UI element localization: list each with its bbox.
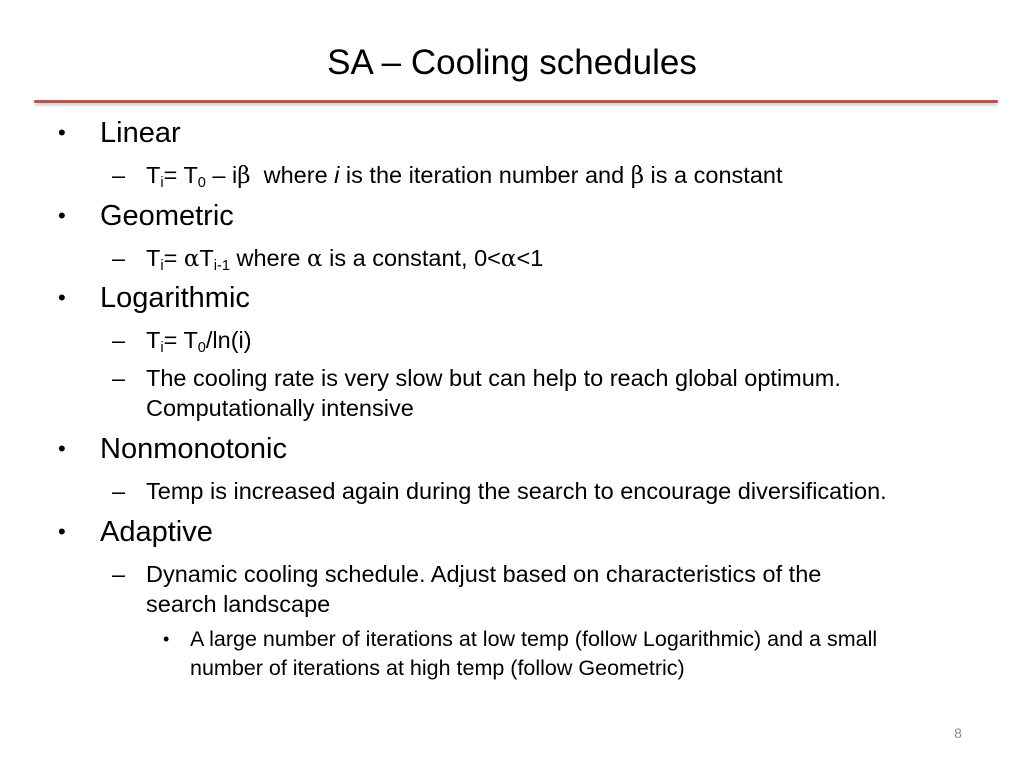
page-number: 8 bbox=[954, 725, 962, 741]
geometric-formula bbox=[146, 243, 543, 274]
formula-symbol: T bbox=[146, 162, 161, 188]
formula-symbol: T bbox=[146, 327, 161, 353]
logarithmic-note-line1: The cooling rate is very slow but can help to reach global optimum. bbox=[146, 365, 841, 391]
formula-text: /ln(i) bbox=[205, 327, 252, 353]
formula-subscript: 0 bbox=[197, 175, 206, 192]
logarithmic-note-line2: Computationally intensive bbox=[146, 395, 414, 421]
nonmonotonic-note: Temp is increased again during the search to encourage diversification. bbox=[146, 478, 887, 504]
adaptive-note-line2: search landscape bbox=[146, 591, 331, 617]
adaptive-note-line1: Dynamic cooling schedule. Adjust based on characteristics of the bbox=[146, 561, 822, 587]
formula-text: <1 bbox=[516, 245, 544, 271]
bullet-icon: • bbox=[58, 285, 66, 310]
alpha-symbol: α bbox=[307, 246, 323, 272]
heading-nonmonotonic: Nonmonotonic bbox=[100, 433, 287, 465]
adaptive-subnote-line2: number of iterations at high temp (follow Geometric) bbox=[190, 656, 685, 680]
dash-icon: – bbox=[112, 365, 126, 391]
bullet-icon: • bbox=[58, 120, 66, 145]
bullet-icon: • bbox=[58, 519, 66, 544]
beta-symbol: β bbox=[630, 163, 645, 189]
logarithmic-formula bbox=[146, 325, 252, 355]
formula-text: = T bbox=[163, 327, 198, 353]
formula-text: is a constant bbox=[644, 162, 783, 188]
formula-subscript: 0 bbox=[197, 340, 206, 357]
bullet-icon: • bbox=[58, 436, 66, 461]
adaptive-subnote-line1: A large number of iterations at low temp (follow Logarithmic) and a small bbox=[190, 627, 878, 651]
formula-text: is a constant, 0< bbox=[322, 245, 501, 271]
alpha-symbol: α bbox=[500, 246, 517, 272]
heading-logarithmic: Logarithmic bbox=[100, 282, 250, 314]
heading-adaptive: Adaptive bbox=[100, 516, 213, 548]
bullet-icon: • bbox=[163, 629, 170, 649]
dash-icon: – bbox=[112, 162, 126, 188]
formula-symbol: T bbox=[199, 245, 214, 271]
beta-symbol: β bbox=[237, 163, 251, 189]
formula-text: where bbox=[229, 245, 308, 271]
dash-icon: – bbox=[112, 561, 126, 587]
formula-text: where bbox=[250, 162, 335, 188]
title-divider bbox=[34, 100, 998, 103]
formula-text: is the iteration number and bbox=[339, 162, 631, 188]
heading-linear: Linear bbox=[100, 117, 181, 149]
formula-symbol: T bbox=[146, 245, 161, 271]
formula-text: = bbox=[163, 245, 184, 271]
dash-icon: – bbox=[112, 327, 126, 353]
formula-subscript: i bbox=[160, 175, 164, 192]
formula-subscript: i-1 bbox=[213, 258, 230, 275]
formula-italic-i: i bbox=[334, 162, 340, 188]
formula-text: – i bbox=[205, 162, 238, 188]
formula-text: = T bbox=[163, 162, 198, 188]
dash-icon: – bbox=[112, 478, 126, 504]
formula-subscript: i bbox=[160, 258, 164, 275]
bullet-icon: • bbox=[58, 203, 66, 228]
slide-title: SA – Cooling schedules bbox=[327, 43, 697, 82]
alpha-symbol: α bbox=[183, 246, 200, 272]
heading-geometric: Geometric bbox=[100, 200, 234, 232]
formula-subscript: i bbox=[160, 340, 164, 357]
linear-formula bbox=[146, 160, 783, 191]
dash-icon: – bbox=[112, 245, 126, 271]
